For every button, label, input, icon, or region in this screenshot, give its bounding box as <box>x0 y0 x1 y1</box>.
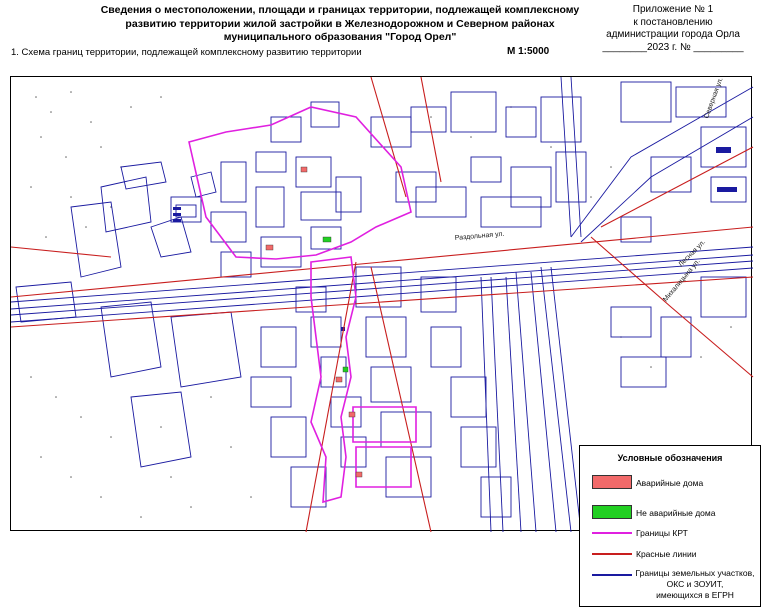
parcel-line-symbol <box>592 574 632 576</box>
legend-label-emergency: Аварийные дома <box>636 478 704 488</box>
legend-title: Условные обозначения <box>617 453 723 463</box>
appendix-line-2: к постановлению <box>633 16 713 28</box>
appendix-line-1: Приложение № 1 <box>632 4 714 15</box>
legend-item-parcels <box>580 568 760 606</box>
street-label-mikhalitsyna: Михалицына ул. <box>662 258 702 304</box>
appendix-line-4: ________2023 г. № _________ <box>602 41 744 53</box>
legend-label-red-lines: Красные линии <box>636 549 697 559</box>
krt-line-symbol <box>592 532 632 534</box>
emergency-swatch <box>592 475 632 489</box>
legend-label-non-emergency: Не аварийные дома <box>636 508 716 518</box>
non-emergency-swatch <box>592 505 632 519</box>
document-title: Сведения о местоположении, площади и границах территории, подлежащей комплексному развитию территории жилой застройки в Железнодорожном и Северном районах муниципального образования "Город Орел" <box>100 4 580 43</box>
map-frame[interactable] <box>10 76 755 600</box>
map-scale: М 1:5000 <box>507 46 550 57</box>
legend-item-emergency <box>580 472 760 502</box>
legend-label-krt: Границы КРТ <box>636 528 688 538</box>
krt-boundary <box>189 107 416 502</box>
scheme-subtitle: 1. Схема границ территории, подлежащей комплексному развитию территории <box>11 47 362 58</box>
street-label-razdolnaya: Раздольная ул. <box>454 230 505 242</box>
map-legend <box>579 445 761 607</box>
appendix-block <box>588 4 758 54</box>
street-label-lesnaya: Лесная ул. <box>677 238 708 269</box>
red-line-symbol <box>592 553 632 555</box>
street-label-severnaya: Северная ул. <box>703 76 725 120</box>
appendix-line-3: администрации города Орла <box>606 29 740 40</box>
legend-label-parcels: Границы земельных участков, ОКС и ЗОУИТ, имеющихся в ЕГРН <box>635 568 755 600</box>
